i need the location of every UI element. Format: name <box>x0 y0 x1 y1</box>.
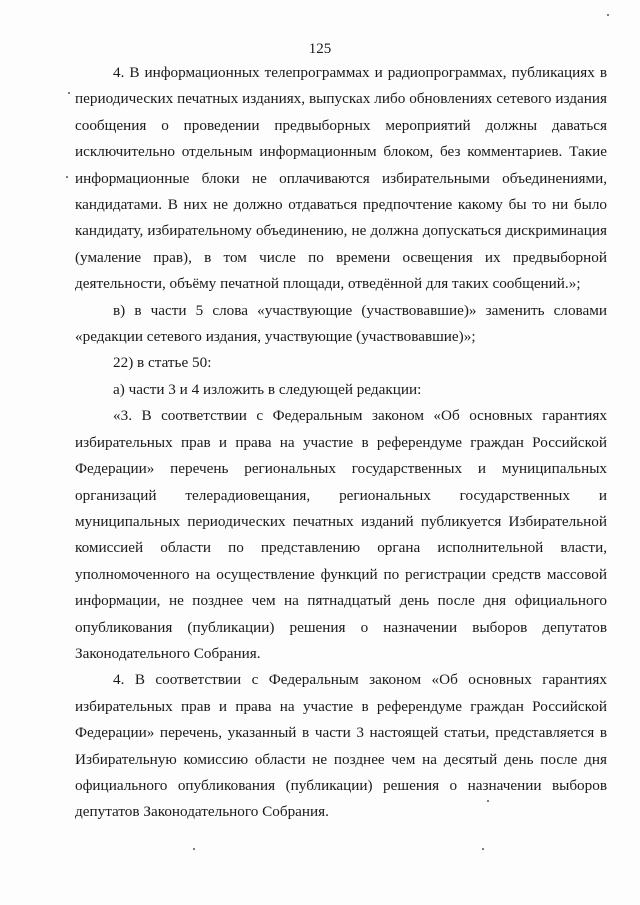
paragraph-clause-4-list-submission: 4. В соответствии с Федеральным законом «Об основных гарантиях избирательных прав и права на участие в референдуме граждан Российской Федерации» перечень, указанный в части 3 настоящей статьи, представляется в Избирательную комиссию области не позднее чем на десятый день после дня официального опубликования (публикации) решения о назначении выборов депутатов Законодательного Собрания. <box>75 671 607 821</box>
paragraph-subitem-a: а) части 3 и 4 изложить в следующей редакции: <box>113 380 422 398</box>
scan-speck <box>68 92 70 94</box>
scan-speck <box>66 176 68 178</box>
paragraph-clause-3-list-publication: «3. В соответствии с Федеральным законом «Об основных гарантиях избирательных прав и права на участие в референдуме граждан Российской Федерации» перечень региональных государственных и муниципальных организаций телерадиовещания, региональных государственных и муниципальных периодических печатных изданий публикуется Избирательной комиссией области по представлению органа исполнительной власти, уполномоченного на осуществление функций по регистрации средств массовой информации, не позднее чем на пятнадцатый день после дня официального опубликования (публикации) решения о назначении выборов депутатов Законодательного Собрания. <box>75 407 607 662</box>
paragraph-subitem-v: в) в части 5 слова «участвующие (участвовавшие)» заменить словами «редакции сетевого издания, участвующие (участвовавшие)»; <box>75 301 607 346</box>
scan-speck <box>487 800 489 802</box>
scan-speck <box>482 848 484 850</box>
paragraph-clause-4-broadcast-info: 4. В информационных телепрограммах и радиопрограммах, публикациях в периодических печатных изданиях, выпусках либо обновлениях сетевого издания сообщения о проведении предвыборных мероприятий должны даваться исключительно отдельным информационным блоком, без комментариев. Такие информационные блоки не оплачиваются избирательными объединениями, кандидатами. В них не должно отдаваться предпочтение какому бы то ни было кандидату, избирательному объединению, не должна допускаться дискриминация (умаление прав), в том числе по времени освещения их предвыборной деятельности, объёму печатной площади, отведённой для таких сообщений.»; <box>75 64 607 293</box>
scan-speck <box>193 848 195 850</box>
document-body <box>75 60 607 826</box>
paragraph-item-22: 22) в статье 50: <box>113 354 212 372</box>
scan-speck <box>607 14 609 16</box>
page-number: 125 <box>308 41 332 57</box>
